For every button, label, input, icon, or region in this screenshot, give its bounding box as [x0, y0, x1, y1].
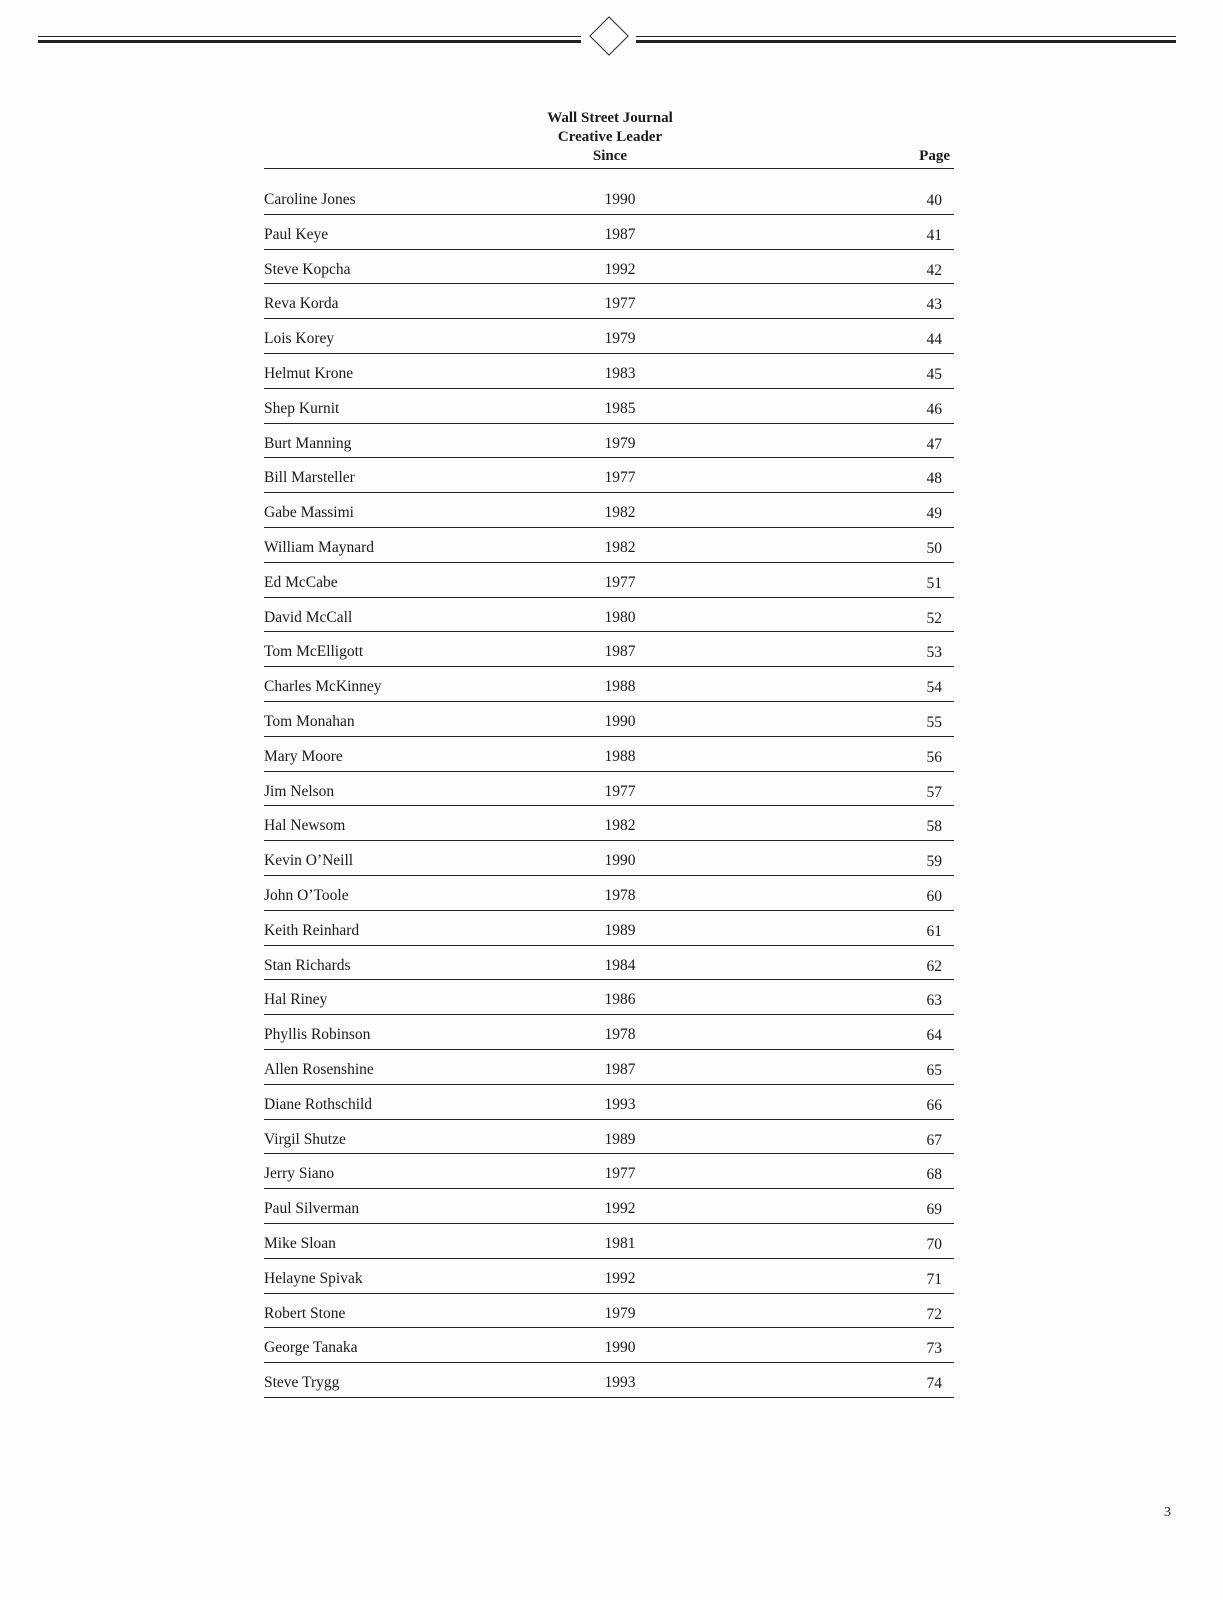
- leader-since-year: 1992: [604, 1269, 636, 1287]
- since-column-header: [510, 109, 710, 166]
- table-row: [264, 528, 954, 563]
- leader-name: Jerry Siano: [264, 1165, 335, 1183]
- leader-name: Stan Richards: [264, 956, 351, 974]
- table-row: [264, 458, 954, 493]
- leader-page: 41: [926, 226, 942, 244]
- leader-page: 52: [926, 609, 942, 627]
- leader-page: 50: [926, 539, 942, 557]
- leader-name: David McCall: [264, 608, 353, 626]
- leader-name: Keith Reinhard: [264, 921, 360, 939]
- leader-page: 57: [926, 783, 942, 801]
- table-row: [264, 1050, 954, 1085]
- leader-name: Helayne Spivak: [264, 1269, 363, 1287]
- leader-page: 63: [926, 992, 942, 1010]
- leader-page: 73: [926, 1340, 942, 1358]
- leader-since-year: 1986: [604, 991, 636, 1009]
- leader-page: 62: [926, 957, 942, 975]
- table-row: [264, 1120, 954, 1155]
- leader-since-year: 1990: [604, 1339, 636, 1357]
- leader-since-year: 1987: [604, 1060, 636, 1078]
- leader-name: Robert Stone: [264, 1304, 346, 1322]
- header-line-2: Creative Leader: [557, 129, 663, 145]
- leader-page: 64: [926, 1027, 942, 1045]
- leader-since-year: 1977: [604, 295, 636, 313]
- leader-name: Shep Kurnit: [264, 399, 340, 417]
- leader-page: 54: [926, 679, 942, 697]
- leader-since-year: 1982: [604, 817, 636, 835]
- leader-name: John O’Toole: [264, 886, 349, 904]
- leader-name: Mary Moore: [264, 747, 343, 765]
- leader-since-year: 1984: [604, 956, 636, 974]
- leader-since-year: 1990: [604, 712, 636, 730]
- table-row: [264, 319, 954, 354]
- leader-name: Hal Riney: [264, 991, 328, 1009]
- leader-since-year: 1987: [604, 643, 636, 661]
- leader-since-year: 1985: [604, 399, 636, 417]
- table-row: [264, 1363, 954, 1398]
- leader-page: 69: [926, 1201, 942, 1219]
- leader-since-year: 1988: [604, 678, 636, 696]
- table-row: [264, 598, 954, 633]
- leader-name: Bill Marsteller: [264, 469, 355, 487]
- leader-name: Caroline Jones: [264, 191, 356, 208]
- leader-name: Lois Korey: [264, 330, 335, 348]
- leader-name: Allen Rosenshine: [264, 1060, 374, 1078]
- leader-since-year: 1989: [604, 921, 636, 939]
- leader-name: Paul Silverman: [264, 1200, 360, 1218]
- leader-since-year: 1989: [604, 1130, 636, 1148]
- leader-name: Ed McCabe: [264, 573, 338, 591]
- header-line-3: Since: [592, 148, 628, 164]
- table-row: [264, 980, 954, 1015]
- leader-name: Mike Sloan: [264, 1234, 336, 1252]
- table-row: [264, 284, 954, 319]
- leader-since-year: 1983: [604, 364, 636, 382]
- table-row: [264, 632, 954, 667]
- leader-page: 49: [926, 505, 942, 523]
- leader-name: Hal Newsom: [264, 817, 346, 835]
- leader-page: 68: [926, 1166, 942, 1184]
- leader-since-year: 1993: [604, 1374, 636, 1392]
- table-row: [264, 424, 954, 459]
- leader-name: Phyllis Robinson: [264, 1026, 371, 1044]
- page-column-header: Page: [919, 148, 950, 164]
- leader-since-year: 1978: [604, 1026, 636, 1044]
- table-row: [264, 180, 954, 215]
- table-row: [264, 493, 954, 528]
- table-row: [264, 1189, 954, 1224]
- leader-name: Steve Trygg: [264, 1374, 340, 1392]
- header-line-1: Wall Street Journal: [547, 110, 673, 126]
- leader-since-year: 1987: [604, 225, 636, 243]
- leader-page: 48: [926, 470, 942, 488]
- leader-page: 42: [926, 261, 942, 279]
- table-row: [264, 563, 954, 598]
- leader-since-year: 1977: [604, 573, 636, 591]
- leader-page: 59: [926, 853, 942, 871]
- page-number: 3: [1164, 1505, 1171, 1520]
- leader-since-year: 1979: [604, 434, 636, 452]
- leader-since-year: 1988: [604, 747, 636, 765]
- leader-page: 60: [926, 887, 942, 905]
- table-row: [264, 1015, 954, 1050]
- leader-since-year: 1981: [604, 1234, 636, 1252]
- leader-page: 44: [926, 331, 942, 349]
- table-row: [264, 667, 954, 702]
- leader-page: 47: [926, 435, 942, 453]
- table-row: [264, 1154, 954, 1189]
- table-row: [264, 250, 954, 285]
- leader-name: Jim Nelson: [264, 782, 335, 800]
- leader-page: 61: [926, 922, 942, 940]
- leader-page: 70: [926, 1235, 942, 1253]
- table-row: [264, 1259, 954, 1294]
- leader-since-year: 1979: [604, 1304, 636, 1322]
- diamond-ornament-icon: [589, 16, 629, 56]
- leader-name: Diane Rothschild: [264, 1095, 373, 1113]
- leader-since-year: 1982: [604, 504, 636, 522]
- table-row: [264, 737, 954, 772]
- table-row: [264, 702, 954, 737]
- leader-name: Kevin O’Neill: [264, 852, 354, 870]
- leader-since-year: 1977: [604, 782, 636, 800]
- leader-name: George Tanaka: [264, 1339, 358, 1357]
- table-row: [264, 946, 954, 981]
- leader-name: Burt Manning: [264, 434, 352, 452]
- table-row: [264, 876, 954, 911]
- leader-page: 46: [926, 400, 942, 418]
- leader-since-year: 1992: [604, 1200, 636, 1218]
- table-row: [264, 1085, 954, 1120]
- leader-since-year: 1977: [604, 469, 636, 487]
- leader-name: William Maynard: [264, 538, 374, 556]
- leader-since-year: 1992: [604, 260, 636, 278]
- leader-page: 72: [926, 1305, 942, 1323]
- table-row: [264, 1294, 954, 1329]
- top-rule-right: [636, 36, 1176, 44]
- leader-page: 67: [926, 1131, 942, 1149]
- leader-name: Steve Kopcha: [264, 260, 351, 278]
- leader-page: 55: [926, 713, 942, 731]
- leader-since-year: 1980: [604, 608, 636, 626]
- leader-since-year: 1990: [604, 852, 636, 870]
- table-row: [264, 1224, 954, 1259]
- table-row: [264, 772, 954, 807]
- leader-page: 51: [926, 574, 942, 592]
- leader-page: 58: [926, 818, 942, 836]
- leader-since-year: 1979: [604, 330, 636, 348]
- leader-page: 66: [926, 1096, 942, 1114]
- leader-name: Reva Korda: [264, 295, 339, 313]
- leader-page: 40: [926, 192, 942, 209]
- leader-page: 65: [926, 1061, 942, 1079]
- leader-page: 71: [926, 1270, 942, 1288]
- table-row: [264, 215, 954, 250]
- leader-since-year: 1990: [604, 191, 636, 208]
- leader-name: Tom McElligott: [264, 643, 364, 661]
- leaders-table: [264, 180, 954, 1398]
- leader-name: Tom Monahan: [264, 712, 355, 730]
- leader-since-year: 1977: [604, 1165, 636, 1183]
- leader-name: Virgil Shutze: [264, 1130, 346, 1148]
- leader-name: Gabe Massimi: [264, 504, 354, 522]
- leader-since-year: 1978: [604, 886, 636, 904]
- table-row: [264, 911, 954, 946]
- leader-name: Helmut Krone: [264, 364, 354, 382]
- leader-page: 53: [926, 644, 942, 662]
- leader-name: Charles McKinney: [264, 678, 382, 696]
- table-row: [264, 389, 954, 424]
- table-row: [264, 1328, 954, 1363]
- table-row: [264, 841, 954, 876]
- leader-page: 74: [926, 1375, 942, 1393]
- table-row: [264, 354, 954, 389]
- top-rule-left: [38, 36, 581, 44]
- leader-page: 56: [926, 748, 942, 766]
- leader-page: 45: [926, 365, 942, 383]
- leader-since-year: 1993: [604, 1095, 636, 1113]
- leader-name: Paul Keye: [264, 225, 329, 243]
- leader-page: 43: [926, 296, 942, 314]
- header-rule: [264, 168, 954, 169]
- leader-since-year: 1982: [604, 538, 636, 556]
- table-row: [264, 806, 954, 841]
